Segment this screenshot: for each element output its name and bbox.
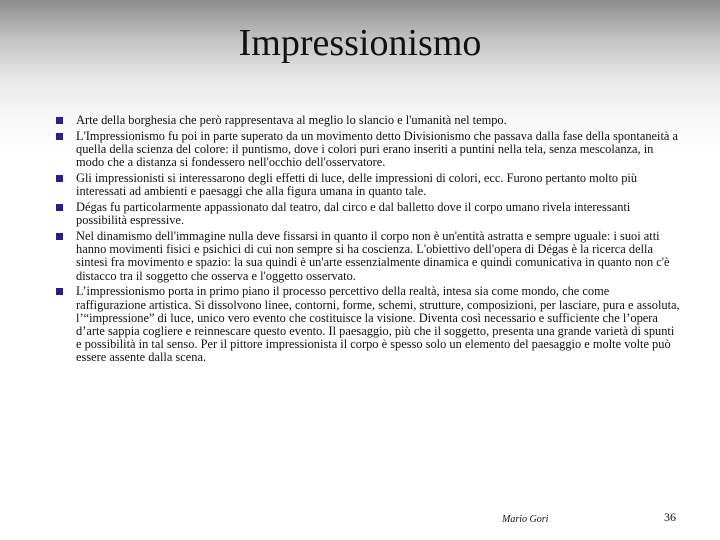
bullet-text: Nel dinamismo dell'immagine nulla deve fissarsi in quanto il corpo non è un'entità astratta e sempre uguale: i suoi atti hanno movimenti fisici e psichici di cui non sempre si ha coscienza. L'obiettivo dell'opera di Dégas è la ricerca della sintesi fra movimento e spazio: la sua quindi è un'arte essenzialmente dinamica e quindi comunicativa in quanto non c'è distacco tra il soggetto che osserva e l'oggetto osservato. <box>76 229 670 283</box>
page-number: 36 <box>664 510 676 524</box>
bullet-item <box>56 230 680 283</box>
bullet-text: Gli impressionisti si interessarono degli effetti di luce, delle impressioni di colori, ecc. Furono pertanto molto più interessati ad ambienti e paesaggi che alla figura umana in quanto tale. <box>76 171 638 199</box>
bullet-text: L’impressionismo porta in primo piano il processo percettivo della realtà, intesa sia come mondo, che come raffigurazione artistica. Si dissolvono linee, contorni, forme, schemi, strutture, composizioni, per lasciare, pura e assoluta, l’“impressione” di luce, unico vero evento che costituisce la visione. Diventa così necessario e sufficiente che l’opera d’arte sappia cogliere e reinnescare questo evento. Il paesaggio, più che il soggetto, presenta una grande varietà di spunti e possibilità in tal senso. Per il pittore impressionista il corpo è spesso solo un elemento del paesaggio e molte volte può essere assente dalla scena. <box>76 284 680 365</box>
bullet-text: Dégas fu particolarmente appassionato dal teatro, dal circo e dal balletto dove il corpo umano rivela interessanti possibilità espressive. <box>76 200 631 228</box>
bullet-text: Arte della borghesia che però rappresentava al meglio lo slancio e l'umanità nel tempo. <box>76 113 507 127</box>
bullet-list <box>56 114 680 367</box>
bullet-item <box>56 114 680 127</box>
author-name: Mario Gori <box>502 514 549 525</box>
bullet-text: L'Impressionismo fu poi in parte superato da un movimento detto Divisionismo che passava dalla fase della spontaneità a quella della scienza del colore: il puntismo, dove i colori puri erano inseriti a puntini nella tela, senza mescolanza, in modo che a distanza si fondessero nell'occhio dell'osservatore. <box>76 128 678 170</box>
square-bullet-icon <box>56 117 63 124</box>
square-bullet-icon <box>56 288 63 295</box>
bullet-item <box>56 172 680 198</box>
bullet-item <box>56 285 680 364</box>
slide-title: Impressionismo <box>238 22 482 64</box>
square-bullet-icon <box>56 204 63 211</box>
bullet-item <box>56 130 680 170</box>
square-bullet-icon <box>56 233 63 240</box>
square-bullet-icon <box>56 133 63 140</box>
bullet-item <box>56 201 680 227</box>
square-bullet-icon <box>56 175 63 182</box>
